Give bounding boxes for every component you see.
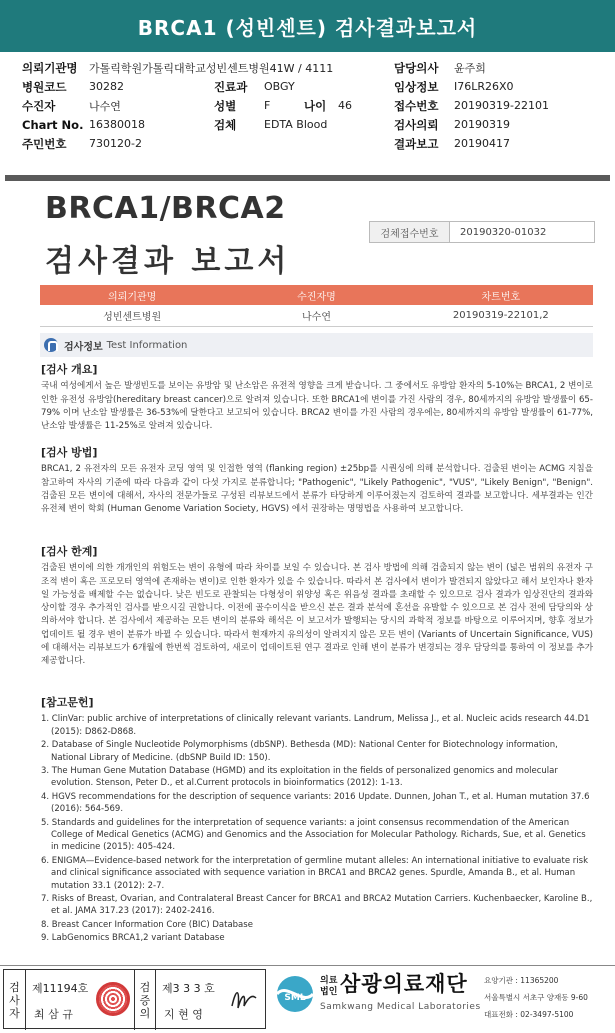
table-header-cell: 차트번호	[481, 291, 521, 303]
patient-table-header	[40, 285, 593, 305]
institution-value: 가톨릭학원가톨릭대학교성빈센트병원41W / 4111	[89, 61, 334, 75]
table-header-cell: 수진자명	[297, 291, 336, 303]
report-footer	[0, 965, 615, 1033]
receipt-label: 검체접수번호	[370, 222, 450, 242]
age-label: 나이	[304, 98, 327, 113]
company-phone: 대표전화 : 02-3497-5100	[484, 1010, 574, 1019]
overview-block	[41, 363, 593, 433]
list-item: 3. The Human Gene Mutation Database (HGMD) and its exploitation in the fields of personalized genomics and molecular evolution. Stenson, Peter D., et al.Current protocols in bioinformatics (2012): 1-13.	[41, 765, 558, 789]
receipt-no-value: 20190319-22101	[454, 99, 549, 112]
signature-box	[3, 969, 266, 1029]
specimen-label: 검체	[214, 117, 237, 132]
patient-label: 수진자	[22, 98, 56, 113]
agency-number: 요양기관 : 11365200	[484, 976, 559, 985]
test-info-bar	[40, 333, 593, 357]
dept-label: 진료과	[214, 79, 248, 94]
company-type-line: 의료	[320, 976, 338, 986]
doc-title-genes: BRCA1/BRCA2	[45, 191, 286, 226]
references-list	[41, 713, 593, 944]
chart-label: Chart No.	[22, 117, 84, 132]
method-text: BRCA1, 2 유전자의 모든 유전자 코딩 영역 및 인접한 영역 (flanking region) ±25bp를 시퀀싱에 의해 분석합니다. 검출된 변이는 ACMG 지침을 참고하여 자사의 기준에 따라 다음과 같이 다섯 가지로 분류합니다; "Pathogenic", "Likely Pathogenic", "VUS", "Likely Benign", "Benign". 검출된 모든 변이에 대해서, 자사의 전문가들로 구성된 리뷰보드에서 분류가 타당하게 이루어졌는지 검토하여 결과를 보고합니다. 세부결과는 인간 유전체 변이 학회 (Human Genome Variation Society, HGVS) 에서 권장하는 명명법을 사용하여 보고합니다.	[41, 464, 593, 515]
chart-value: 16380018	[89, 118, 145, 131]
report-date-value: 20190417	[454, 137, 510, 150]
resident-label: 주민번호	[22, 136, 67, 151]
specimen-value: EDTA Blood	[264, 118, 328, 131]
meta-row-4	[22, 115, 602, 134]
sex-label: 성별	[214, 98, 237, 113]
sex-value: F	[264, 99, 271, 112]
logo-text: SML	[284, 993, 306, 1003]
list-item: 9. LabGenomics BRCA1,2 variant Database	[41, 933, 225, 944]
specimen-receipt-box	[369, 221, 595, 243]
list-item: 4. HGVS recommendations for the description of sequence variants: 2016 Update. Dunnen, Johan T., et al. Human mutation 37.6 (2016): 564-569.	[41, 791, 590, 815]
references-block	[41, 696, 593, 946]
examiner-vertical-label	[4, 970, 26, 1030]
resident-value: 730120-2	[89, 137, 142, 150]
list-item: 2. Database of Single Nucleotide Polymorphisms (dbSNP). Bethesda (MD): National Center for Biotechnology information, National Library of Medicine. (dbSNP Build ID: 150).	[41, 740, 558, 763]
section-title: 검사정보	[64, 341, 103, 353]
validator-vertical-label	[134, 970, 156, 1030]
section-title-en: Test Information	[106, 339, 188, 351]
patient-meta	[22, 58, 602, 153]
limits-heading: [검사 한계]	[41, 545, 98, 558]
patient-table	[40, 285, 593, 327]
validator-license: 제3 3 3 호	[162, 982, 215, 995]
list-item: 7. Risks of Breast, Ovarian, and Contralateral Breast Cancer for BRCA1 and BRCA2 Mutation Carriers. Kuchenbaecker, Karoline B., et al. JAMA 317.23 (2017): 2402-2416.	[41, 893, 593, 917]
meta-row-1	[22, 58, 602, 77]
overview-heading: [검사 개요]	[41, 363, 98, 376]
sml-logo-icon	[272, 972, 318, 1026]
hospital-code-value: 30282	[89, 80, 124, 93]
meta-row-2	[22, 77, 602, 96]
label-char: 자	[9, 1006, 20, 1020]
method-block	[41, 446, 593, 516]
examiner-name: 최 삼 규	[34, 1008, 73, 1021]
meta-row-3	[22, 96, 602, 115]
label-char: 검	[9, 980, 20, 994]
ribbon-icon	[44, 338, 58, 352]
list-item: 1. ClinVar: public archive of interpretations of clinically relevant variants. Landrum, Melissa J., et al. Nucleic acids research 44.D1 (2015): D862-D868.	[41, 714, 590, 737]
limits-block	[41, 545, 593, 669]
list-item: 8. Breast Cancer Information Core (BIC) Database	[41, 919, 253, 930]
age-value: 46	[338, 99, 352, 112]
company-contact	[484, 972, 588, 1023]
table-row	[40, 305, 593, 327]
company-address: 서울특별시 서초구 양재동 9-60	[484, 993, 588, 1002]
doctor-label: 담당의사	[394, 60, 439, 75]
receipt-value: 20190320-01032	[460, 226, 547, 238]
seal-stamp	[96, 982, 130, 1016]
doctor-value: 윤주희	[454, 61, 486, 75]
validator-name: 지 현 영	[164, 1008, 203, 1021]
report-title: BRCA1 (성빈센트) 검사결과보고서	[137, 15, 478, 40]
label-char: 검	[139, 980, 151, 994]
clinical-value: I76LR26X0	[454, 80, 514, 93]
company-type	[320, 976, 337, 998]
limits-text: 검출된 변이에 의한 개개인의 위험도는 변이 유형에 따라 차이를 보일 수 있습니다. 본 검사 방법에 의해 검출되지 않는 변이 (넓은 범위의 유전자 구조적 변이 혹은 프로모터 영역에 존재하는 변이)로 인한 환자가 있을 수 있습니다. 따라서 본 검사에서 변이가 발견되지 않았다고 해서 보인자나 환자일 가능성을 배제할 수는 없습니다. 낮은 빈도로 관찰되는 다형성이 위양성 혹은 위음성 결과를 초래할 수 있으므로 검사 결과가 임상진단의 결과와 상이할 경우 추가적인 검사를 받으시길 권합니다. 이전에 골수이식을 받으신 분은 결과 분석에 혼선을 유발할 수 있으므로 본 검사 전에 담당의와 상의하셔야 합니다. 본 검사에서 제공하는 모든 변이의 분류와 해석은 이 보고서가 발행되는 당시의 과학적 정보를 바탕으로 이루어지며, 향후 정보가 업데이트 될 경우 변이 분류가 바뀔 수 있습니다. 따라서 현재까지 유의성이 알려지지 않은 모든 변이 (Variants of Uncertain Significance, VUS)에 대해서는 리뷰보드가 6개월에 한번씩 검토하여, 새로이 업데이트된 연구 결과로 인해 변이 분류가 변경되는 경우 담당의를 통하여 이 정보를 추가 제공합니다.	[41, 563, 593, 667]
table-header-cell: 의뢰기관명	[108, 291, 157, 303]
examiner-license: 제11194호	[32, 982, 89, 995]
table-cell: 성빈센트병원	[103, 312, 162, 323]
scanned-report	[5, 175, 610, 965]
company-name: 삼광의료재단	[340, 972, 468, 996]
clinical-label: 임상정보	[394, 79, 439, 94]
list-item: 5. Standards and guidelines for the interpretation of sequence variants: a joint consensus recommendation of the American College of Medical Genetics (ACMG) and Genomics and the Association for Molecular Pathology. Richards, Sue, et al. Genetics in medicine (2015): 405-424.	[41, 817, 586, 853]
institution-label: 의뢰기관명	[22, 60, 78, 75]
dept-value: OBGY	[264, 80, 295, 93]
report-date-label: 결과보고	[394, 136, 439, 151]
method-heading: [검사 방법]	[41, 446, 98, 459]
company-name-en: Samkwang Medical Laboratories	[320, 1002, 481, 1012]
label-char: 증	[139, 993, 151, 1007]
list-item: 6. ENIGMA—Evidence-based network for the interpretation of germline mutant alleles: An international initiative to evaluate risk and clinical significance associated with sequence variation in BRCA1 and BRCA2 genes. Spurdle, Amanda B., et al. Human mutation 33.1 (2012): 2-7.	[41, 855, 588, 891]
request-date-value: 20190319	[454, 118, 510, 131]
signature-icon	[228, 984, 260, 1014]
table-cell: 나수연	[302, 312, 331, 323]
receipt-no-label: 접수번호	[394, 98, 439, 113]
request-date-label: 검사의뢰	[394, 117, 439, 132]
doc-title-report: 검사결과 보고서	[45, 244, 291, 279]
hospital-code-label: 병원코드	[22, 79, 67, 94]
overview-text: 국내 여성에게서 높은 발생빈도를 보이는 유방암 및 난소암은 유전적 영향을 크게 받습니다. 그 중에서도 유방암 환자의 5-10%는 BRCA1, 2 변이로 인한 유전성 유방암(hereditary breast cancer)으로 알려져 있습니다. 또한 BRCA1에 변이를 가진 사람의 경우, 80세까지의 유방암 발생률이 65-79% 이며 난소암 발생률은 36-53%에 달한다고 보고되어 있습니다. BRCA2 변이를 가진 사람의 경우에는, 80세까지의 유방암 발생률이 61-77%, 난소암 발생률은 11-25%로 알려져 있습니다.	[41, 381, 593, 432]
company-type-line: 법인	[320, 987, 338, 997]
references-heading: [참고문헌]	[41, 696, 94, 709]
label-char: 의	[139, 1006, 151, 1020]
report-header	[0, 0, 615, 52]
meta-row-5	[22, 134, 602, 153]
label-char: 사	[9, 993, 20, 1007]
patient-value: 나수연	[89, 99, 121, 113]
table-cell: 20190319-22101,2	[452, 310, 549, 321]
